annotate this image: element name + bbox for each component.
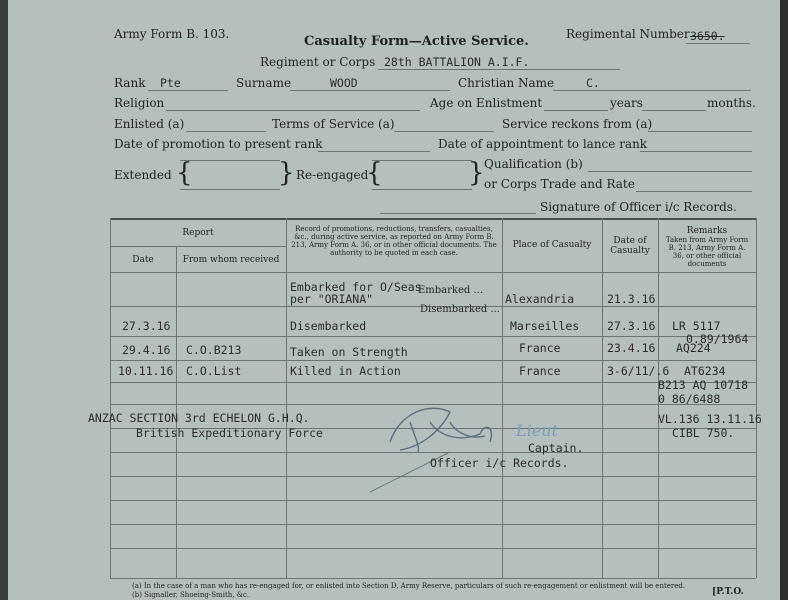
- surname-value: WOOD: [330, 76, 358, 90]
- years-label: years: [610, 96, 643, 110]
- table-header-border: [110, 272, 756, 273]
- enlisted-line: [186, 131, 266, 132]
- regimental-number-value: 3650.: [690, 29, 725, 43]
- rank-line: [148, 90, 228, 91]
- row4-place: France: [519, 364, 561, 378]
- pto-label: [P.T.O.: [712, 587, 744, 597]
- age-months-line: [642, 110, 706, 111]
- table-top-border: [110, 218, 756, 220]
- rank-label: Rank: [114, 76, 146, 90]
- report-sub-border: [110, 246, 286, 247]
- christian-name-label: Christian Name: [458, 76, 555, 90]
- row-line-3: [110, 360, 756, 361]
- row3-date: 29.4.16: [122, 343, 171, 357]
- corps-trade-label: or Corps Trade and Rate: [484, 177, 635, 191]
- row1-date-casualty: 27.3.16: [607, 319, 656, 333]
- row0-date-casualty: 21.3.16: [607, 292, 656, 306]
- remarks-header: Remarks: [686, 226, 728, 236]
- bef-stamp: British Expeditionary Force: [136, 426, 323, 440]
- from-whom-header: From whom received: [182, 255, 280, 265]
- signature-written-rank: Lieut: [516, 421, 558, 440]
- remarks-extra-3: VL.136 13.11.16: [658, 412, 762, 426]
- rank-value: Pte: [160, 76, 181, 90]
- printed-embarked: Embarked ...: [418, 285, 484, 296]
- promotion-line: [318, 151, 430, 152]
- officer-signature: [360, 392, 540, 502]
- row1-place: Marseilles: [510, 319, 580, 333]
- signature-line: [380, 213, 536, 214]
- reengaged-brace-open: {: [366, 158, 383, 188]
- remarks-extra-1: B213 AQ 10718: [658, 378, 749, 392]
- row4-remarks: AT6234: [684, 364, 726, 378]
- regimental-number-line: [686, 43, 750, 44]
- religion-label: Religion: [114, 96, 165, 110]
- row0-place: Alexandria: [505, 292, 575, 306]
- regiment-line: [378, 69, 620, 70]
- row-line-11: [110, 548, 756, 549]
- service-reckons-label: Service reckons from (a): [502, 117, 653, 131]
- months-label: months.: [707, 96, 756, 110]
- row4-date-casualty: 3-6/11/.6: [607, 364, 670, 378]
- corps-trade-line: [636, 191, 752, 192]
- form-title: Casualty Form—Active Service.: [304, 34, 529, 49]
- row1-date: 27.3.16: [122, 319, 171, 333]
- remarks-extra-2: 0 86/6488: [658, 392, 721, 406]
- age-label: Age on Enlistment: [430, 96, 543, 110]
- row3-remarks: AQ224: [676, 341, 711, 355]
- regimental-number-label: Regimental Number: [566, 27, 690, 41]
- date-header: Date: [132, 255, 154, 265]
- reengaged-brace: [372, 160, 472, 190]
- record-header: Record of promotions, reductions, transfers, casualties, &c., during active service, as reported on Army Form B. 213, Army Form A. 36, or in other official documents. The authority to be quoted in each case.: [291, 225, 497, 257]
- extended-brace-open: {: [176, 158, 193, 188]
- row3-date-casualty: 23.4.16: [607, 341, 656, 355]
- footnote-a: (a) In the case of a man who has re-engaged for, or enlisted into Section D, Army Reserve, particulars of such re-engagement or enlistment will be entered.: [132, 582, 686, 590]
- terms-label: Terms of Service (a): [272, 117, 395, 131]
- row4-date: 10.11.16: [118, 364, 174, 378]
- row3-record: Taken on Strength: [290, 345, 408, 359]
- scan-edge-left: [0, 0, 8, 600]
- row0-record-1: Embarked for O/Seas: [290, 280, 422, 294]
- qualification-label: Qualification (b): [484, 157, 583, 171]
- surname-label: Surname: [236, 76, 292, 90]
- scan-edge-right: [780, 0, 788, 600]
- officer-records-label: Officer i/c Records.: [430, 456, 569, 470]
- reengaged-brace-close: }: [468, 158, 485, 188]
- lance-rank-line: [640, 151, 752, 152]
- form-number: Army Form B. 103.: [114, 27, 230, 41]
- captain-label: Captain.: [528, 441, 584, 455]
- printed-disembarked: Disembarked ...: [420, 304, 500, 315]
- age-years-line: [544, 110, 608, 111]
- row0-record-2: per "ORIANA": [290, 292, 374, 306]
- reengaged-label: Re-engaged: [296, 168, 369, 182]
- extended-brace: [180, 160, 280, 190]
- table-bottom-border: [110, 578, 756, 579]
- date-casualty-header: Date of Casualty: [610, 236, 650, 256]
- row-line-2: [110, 336, 756, 337]
- extended-label: Extended: [114, 168, 172, 182]
- promotion-label: Date of promotion to present rank: [114, 137, 323, 151]
- service-reckons-line: [648, 131, 752, 132]
- remarks-extra-4: CIBL 750.: [672, 426, 735, 440]
- row1-remarks: LR 5117: [672, 319, 721, 333]
- row1-record: Disembarked: [290, 319, 367, 333]
- enlisted-label: Enlisted (a): [114, 117, 185, 131]
- surname-line: [290, 90, 450, 91]
- qualification-line: [588, 171, 752, 172]
- signature-label: Signature of Officer i/c Records.: [540, 200, 737, 214]
- row4-from: C.O.List: [186, 364, 242, 378]
- place-header: Place of Casualty: [512, 240, 592, 250]
- row3-from: C.O.B213: [186, 343, 242, 357]
- christian-name-value: C.: [586, 76, 600, 90]
- report-header: Report: [182, 228, 214, 238]
- row-line-10: [110, 524, 756, 525]
- remarks-sub-header: Taken from Army Form B. 213, Army Form A. 36, or other official documents: [665, 236, 749, 268]
- lance-rank-label: Date of appointment to lance rank: [438, 137, 648, 151]
- regiment-label: Regiment or Corps: [260, 55, 376, 69]
- row2-remarks: 0.89/1964: [686, 332, 749, 346]
- terms-line: [394, 131, 494, 132]
- christian-name-line: [553, 90, 751, 91]
- religion-line: [166, 110, 420, 111]
- footnote-b: (b) Signaller, Shoeing-Smith, &c.: [132, 591, 250, 599]
- anzac-section-stamp: ANZAC SECTION 3rd ECHELON G.H.Q.: [88, 411, 310, 425]
- table-border-right: [756, 218, 757, 578]
- extended-brace-close: }: [278, 158, 295, 188]
- row3-place: France: [519, 341, 561, 355]
- regiment-value: 28th BATTALION A.I.F.: [384, 55, 530, 69]
- row4-record: Killed in Action: [290, 364, 401, 378]
